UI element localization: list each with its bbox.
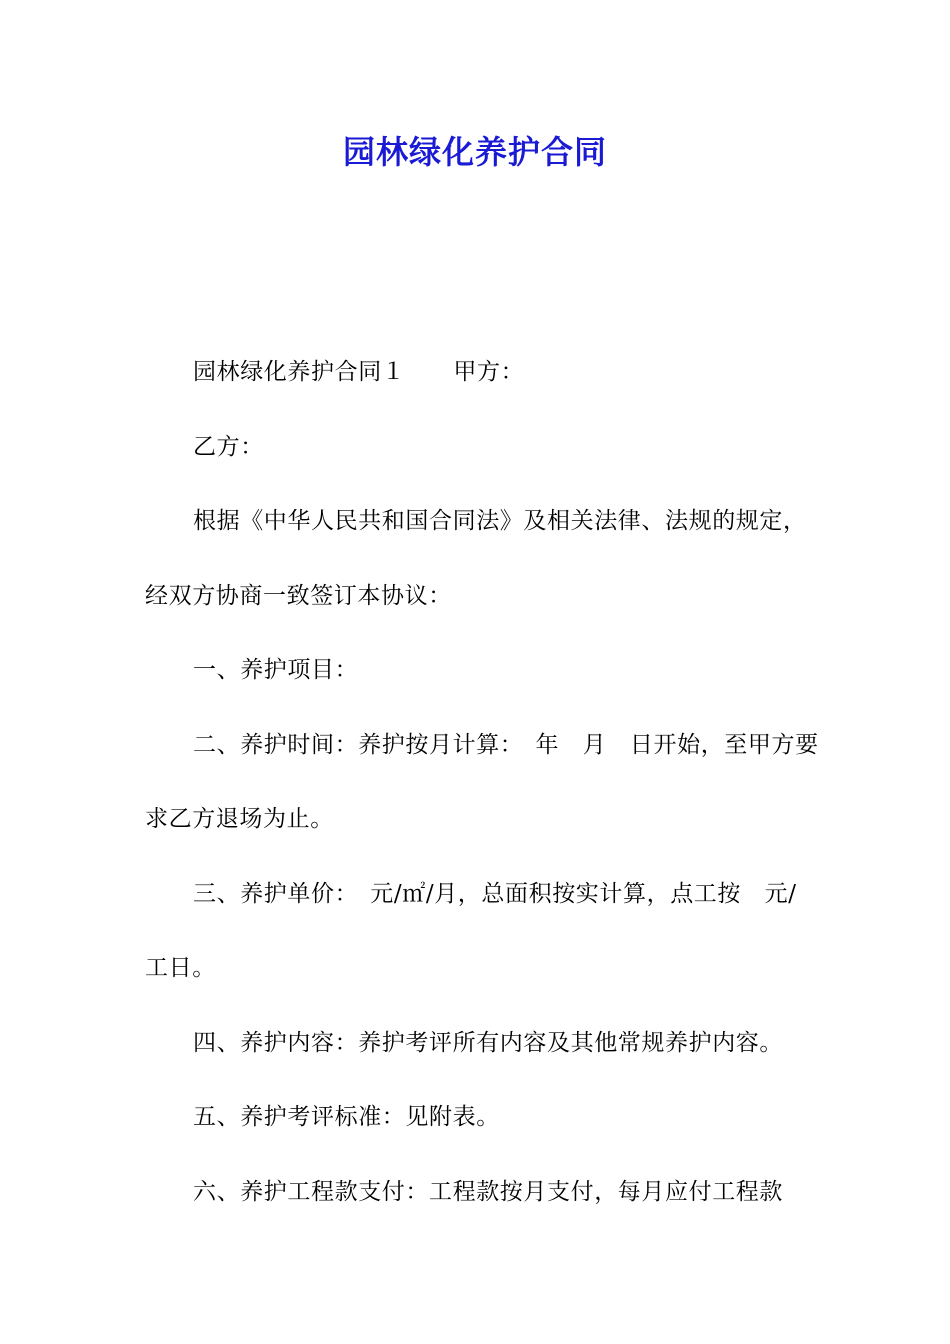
clause-4: 四、养护内容：养护考评所有内容及其他常规养护内容。: [193, 1029, 783, 1056]
contract-heading: 园林绿化养护合同１: [193, 359, 406, 385]
party-b-label: 乙方：: [193, 433, 264, 460]
document-body: [145, 335, 825, 1229]
clause-1: 一、养护项目：: [193, 657, 359, 683]
document-title: 园林绿化养护合同: [342, 133, 607, 171]
clause-3-continued: 工日。: [145, 955, 216, 981]
clause-2: 二、养护时间：养护按月计算： 年 月 日开始，至甲方要: [193, 731, 819, 758]
clause-3: 三、养护单价： 元/㎡/月，总面积按实计算，点工按 元/: [193, 880, 797, 907]
paragraph-line: [145, 335, 825, 410]
party-a-label: 甲方：: [453, 359, 525, 385]
clause-5: 五、养护考评标准：见附表。: [193, 1104, 500, 1130]
clause-6: 六、养护工程款支付：工程款按月支付，每月应付工程款: [193, 1178, 783, 1205]
paragraph-line: 根据《中华人民共和国合同法》及相关法律、法规的规定，: [193, 508, 807, 534]
paragraph-line: 经双方协商一致签订本协议：: [145, 582, 452, 609]
clause-2-continued: 求乙方退场为止。: [145, 806, 334, 832]
